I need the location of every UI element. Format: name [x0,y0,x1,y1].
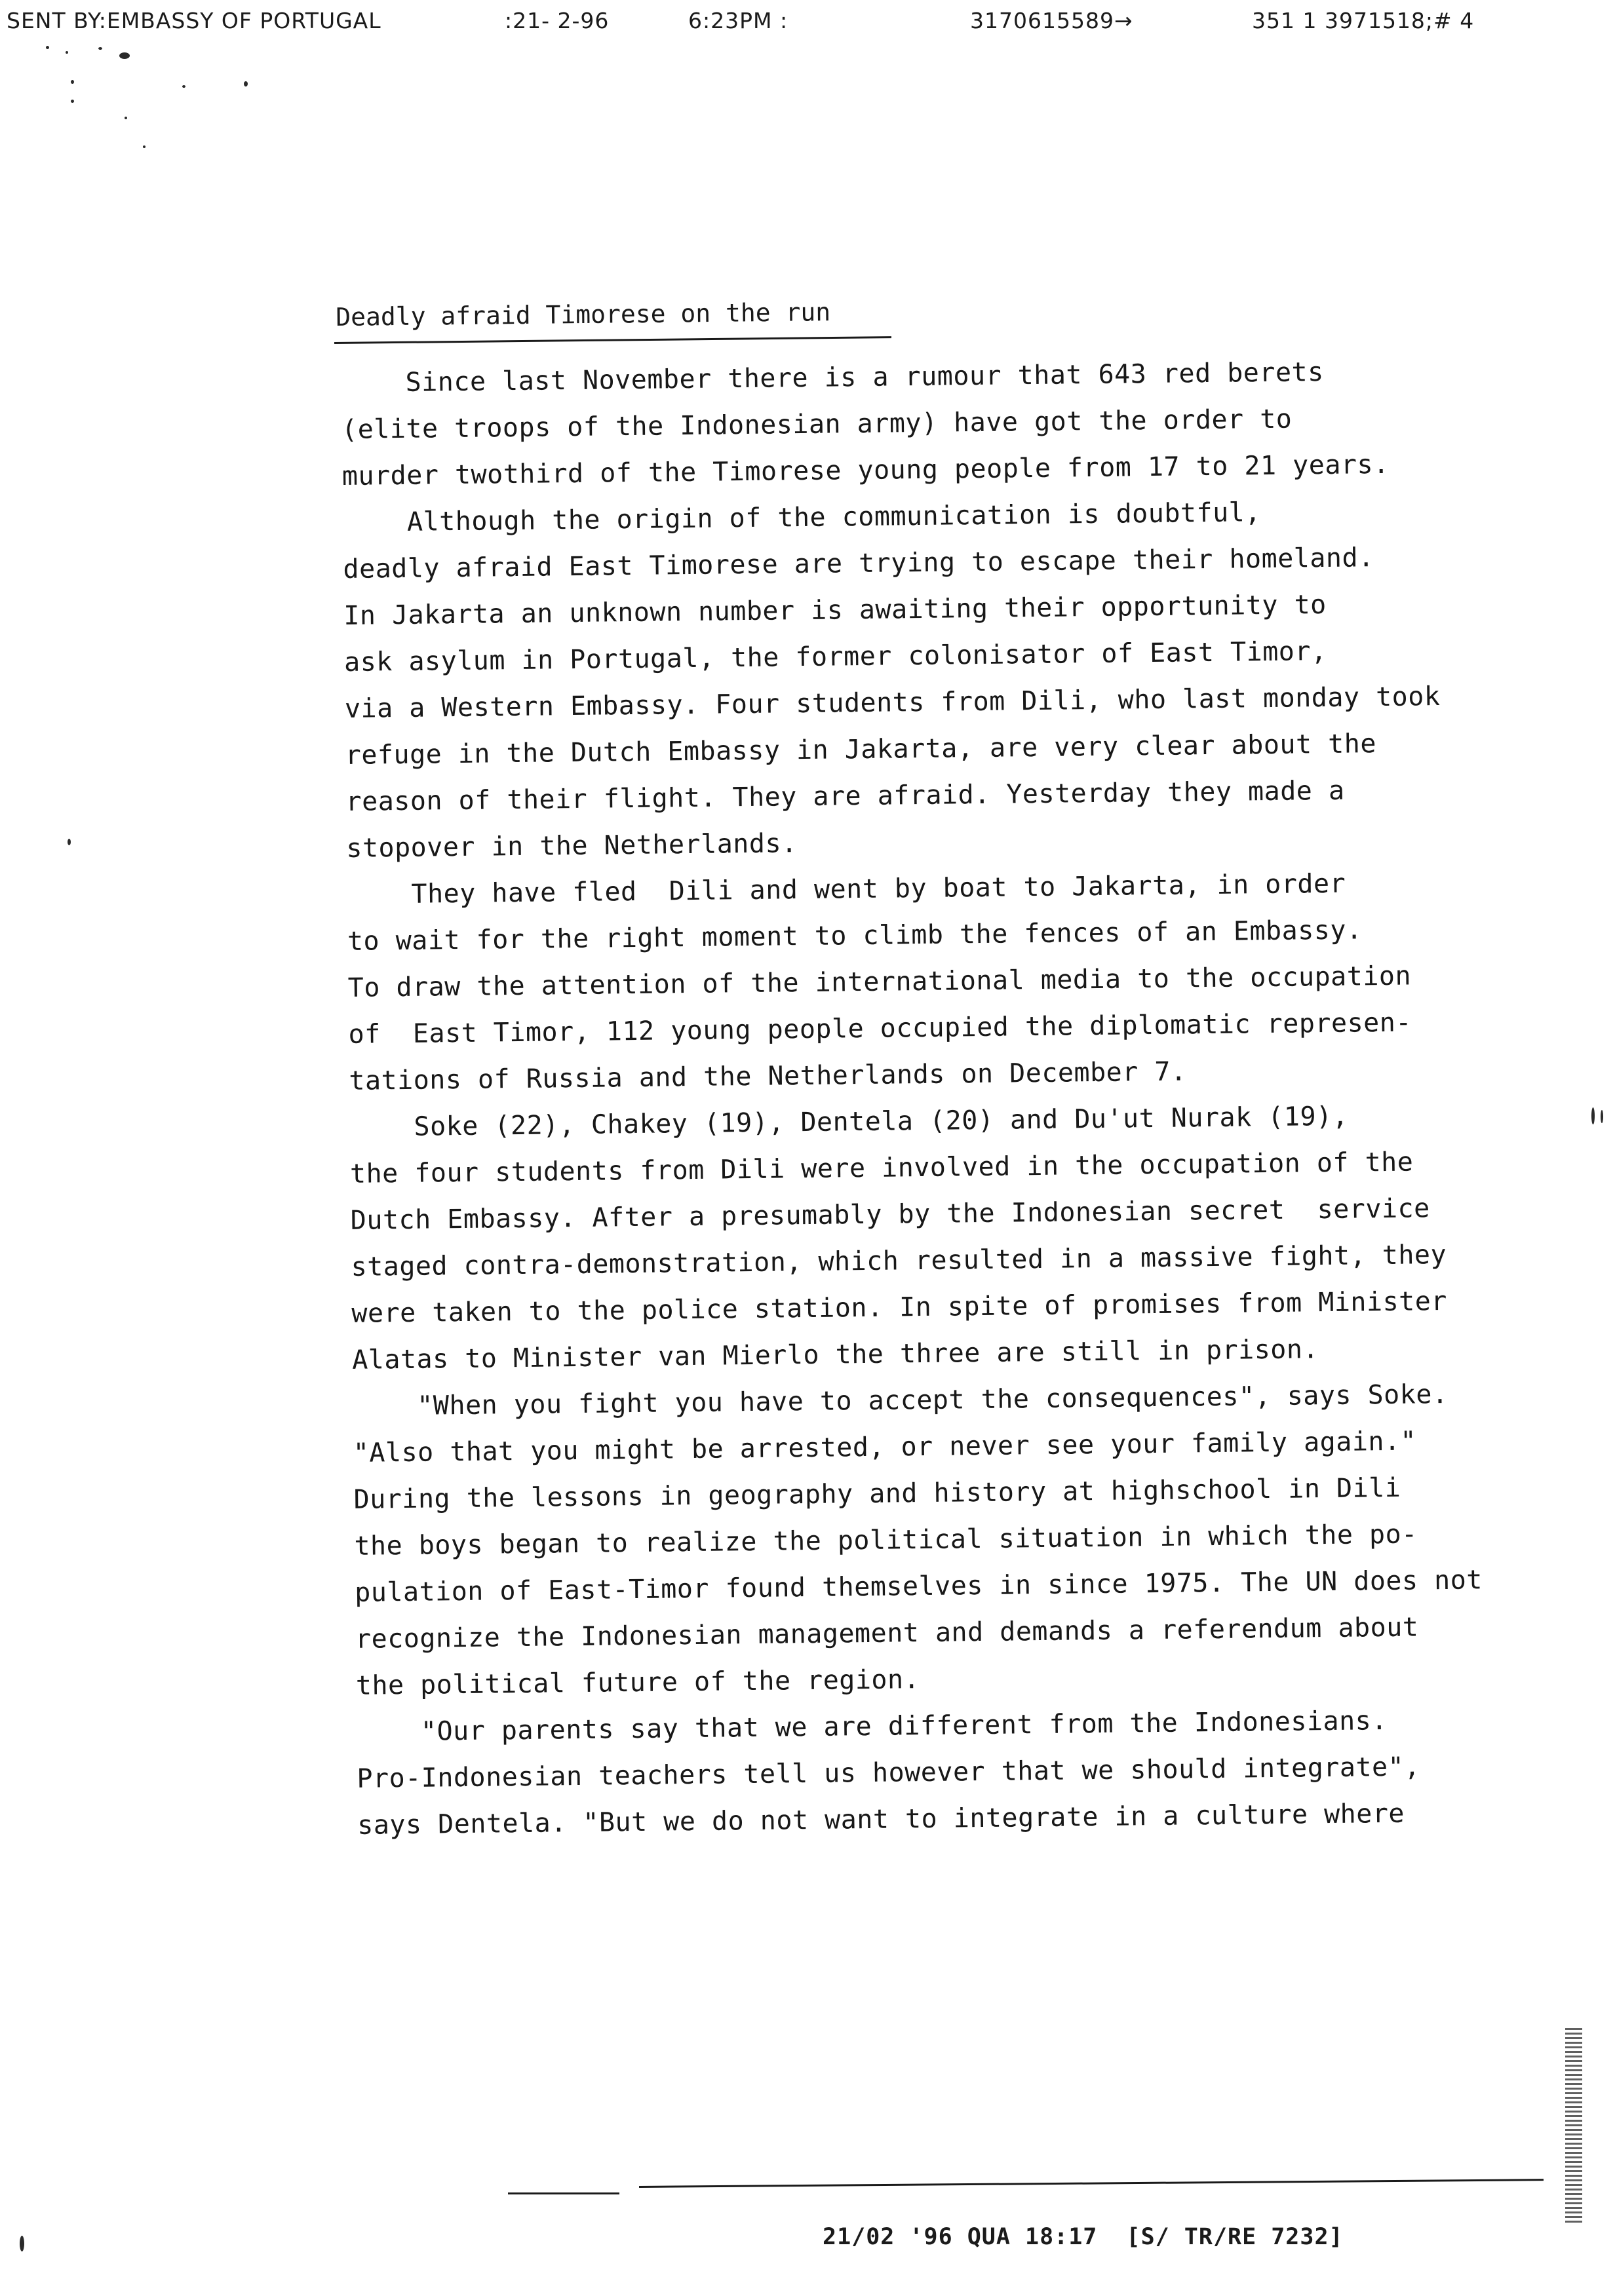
body-line: the four students from Dili were involved in the occupation of the [349,1147,1414,1189]
fax-to-number: 351 1 3971518;# 4 [1252,8,1475,33]
body-line: refuge in the Dutch Embassy in Jakarta, are very clear about the [345,729,1377,771]
body-line: to wait for the right moment to climb the fences of an Embassy. [347,915,1363,957]
body-line: staged contra-demonstration, which resulted in a massive fight, they [351,1239,1447,1282]
body-line: reason of their flight. They are afraid. Yesterday they made a [345,775,1345,817]
title-underline [334,336,891,344]
body-line: were taken to the police station. In spite of promises from Minister [351,1286,1448,1329]
scan-speck [143,145,146,148]
body-line: deadly afraid East Timorese are trying to escape their homeland. [343,543,1374,584]
scan-speck [1591,1107,1595,1124]
body-line: Alatas to Minister van Mierlo the three are still in prison. [351,1334,1319,1375]
body-line: In Jakarta an unknown number is awaiting their opportunity to [343,589,1327,631]
scan-speck [182,85,185,88]
body-line: the political future of the region. [355,1664,920,1701]
body-line: the boys began to realize the political situation in which the po- [354,1519,1418,1561]
fax-sender: SENT BY:EMBASSY OF PORTUGAL [7,8,381,33]
fax-time: 6:23PM : [688,8,788,33]
body-line: says Dentela. "But we do not want to integrate in a culture where [357,1798,1405,1841]
scan-speck [66,51,68,54]
body-line: Since last November there is a rumour that 643 red berets [341,356,1324,398]
body-line: During the lessons in geography and history at highschool in Dili [353,1472,1401,1515]
body-line: (elite troops of the Indonesian army) have got the order to [341,404,1293,445]
body-line: murder twothird of the Timorese young people from 17 to 21 years. [341,449,1390,491]
body-line: "Also that you might be arrested, or never see your family again." [353,1426,1417,1468]
body-line: Soke (22), Chakey (19), Dentela (20) and Du'ut Nurak (19), [349,1101,1349,1143]
body-line: stopover in the Netherlands. [346,828,798,864]
scan-speck [1601,1110,1603,1123]
body-line: To draw the attention of the international media to the occupation [347,961,1412,1003]
fax-from-number: 3170615589→ [970,8,1133,33]
footer-rule-long [639,2179,1544,2188]
body-line: Although the origin of the communication is doubtful, [342,497,1262,538]
body-line: "Our parents say that we are different from the Indonesians. [356,1706,1388,1748]
body-line: of East Timor, 112 young people occupied the diplomatic represen- [348,1007,1412,1050]
scan-edge-noise [1565,2028,1582,2225]
body-line: tations of Russia and the Netherlands on December 7. [349,1056,1187,1096]
article-title: Deadly afraid Timorese on the run [336,297,831,332]
body-line: ask asylum in Portugal, the former colonisator of East Timor, [343,636,1327,678]
scan-speck [71,100,74,103]
fax-date: :21- 2-96 [505,8,610,33]
fax-header [0,5,1615,45]
scan-speck [46,46,49,49]
scan-speck [244,81,248,86]
fax-transmission-footer: 21/02 '96 QUA 18:17 [S/ TR/RE 7232] [823,2224,1344,2250]
body-line: recognize the Indonesian management and demands a referendum about [355,1612,1419,1655]
body-line: pulation of East-Timor found themselves in since 1975. The UN does not [354,1565,1483,1608]
scan-speck [119,52,130,59]
body-line: Dutch Embassy. After a presumably by the Indonesian secret service [350,1193,1430,1236]
article-body [341,354,1521,1841]
scan-speck [71,80,74,84]
body-line: via a Western Embassy. Four students from Dili, who last monday took [344,681,1441,724]
scan-speck [98,47,102,50]
scan-speck [20,2236,24,2251]
body-line: They have fled Dili and went by boat to Jakarta, in order [346,868,1346,910]
scan-speck [125,117,127,119]
body-line: "When you fight you have to accept the consequences", says Soke. [352,1379,1449,1422]
body-line: Pro-Indonesian teachers tell us however that we should integrate", [357,1751,1421,1794]
footer-rule-short [508,2192,619,2194]
scan-speck [68,839,71,845]
